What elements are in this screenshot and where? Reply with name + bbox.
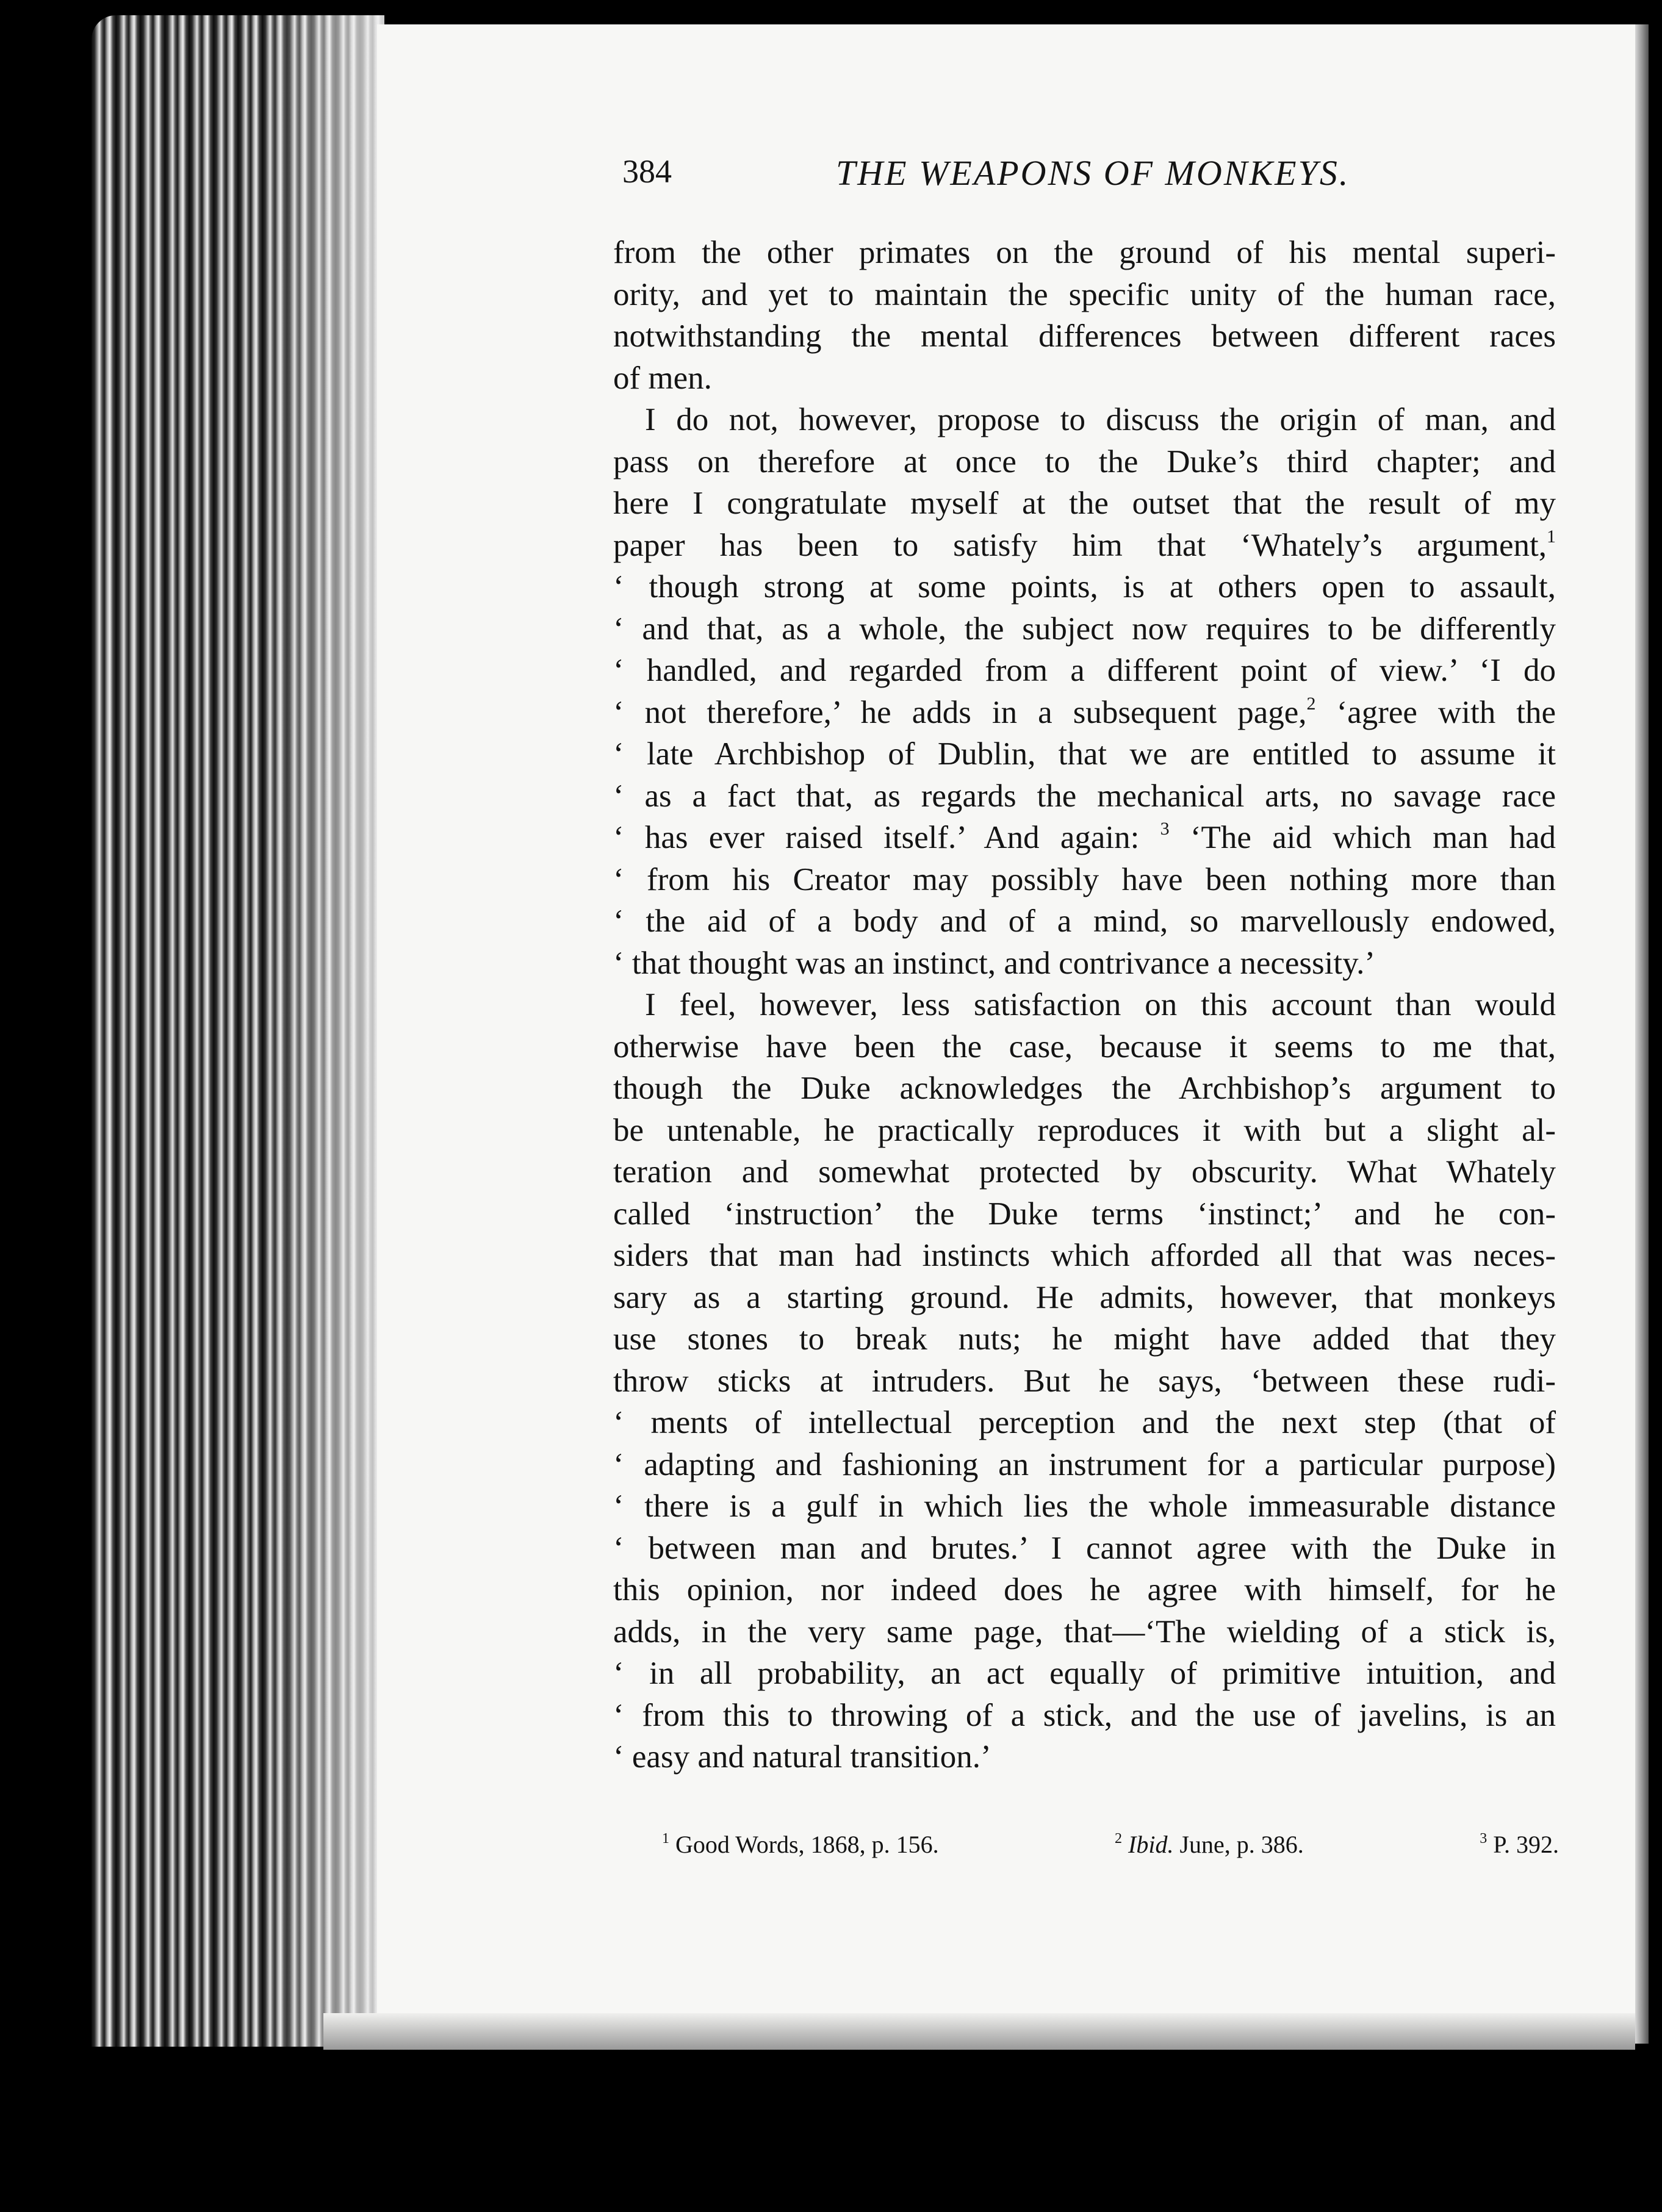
text-line: notwithstanding the mental differences between different races [613, 318, 1556, 354]
text-line: ‘ easy and natural transition.’ [613, 1739, 991, 1775]
footnote-2-ibid: Ibid. [1128, 1831, 1174, 1858]
page-bottom-edge [323, 2013, 1635, 2050]
text-line [613, 692, 1556, 734]
text-line: ‘ from his Creator may possibly have been nothing more than [613, 861, 1556, 897]
text-line: adds, in the very same page, that—‘The wielding of a stick is, [613, 1614, 1556, 1650]
text-line: ‘ that thought was an instinct, and contrivance a necessity.’ [613, 945, 1376, 981]
footnote-3-mark: 3 [1480, 1831, 1488, 1847]
text-line: sary as a starting ground. He admits, however, that monkeys [613, 1279, 1556, 1315]
text-line: ‘ late Archbishop of Dublin, that we are entitled to assume it [613, 736, 1556, 772]
text-line: ority, and yet to maintain the specific unity of the human race, [613, 276, 1556, 312]
footnote-marker-2: 2 [1306, 693, 1316, 714]
page-number: 384 [622, 153, 672, 190]
text-line: I feel, however, less satisfaction on this account than would [645, 987, 1556, 1022]
footnote-marker-1: 1 [1547, 526, 1556, 547]
text-line: pass on therefore at once to the Duke’s third chapter; and [613, 443, 1556, 479]
text-line: I do not, however, propose to discuss the origin of man, and [645, 402, 1556, 437]
footnotes [662, 1830, 1559, 1859]
text-line: use stones to break nuts; he might have added that they [613, 1321, 1556, 1357]
page-right-edge [1635, 24, 1649, 2044]
text-line: ‘ there is a gulf in which lies the whole immeasurable distance [613, 1488, 1556, 1524]
text-line: ‘ as a fact that, as regards the mechanical arts, no savage race [613, 778, 1556, 814]
footnote-2 [1115, 1830, 1304, 1859]
text-span: ‘ not therefore,’ he adds in a subsequent page, [613, 694, 1307, 730]
footnote-2-mark: 2 [1115, 1831, 1123, 1847]
footnote-1 [662, 1830, 939, 1859]
running-header [622, 153, 1556, 207]
page-edge-shading [262, 15, 384, 2047]
text-span: paper has been to satisfy him that ‘Whately’s argument, [613, 527, 1547, 563]
body-text [613, 232, 1556, 1778]
running-title: THE WEAPONS OF MONKEYS. [836, 153, 1350, 193]
footnote-marker-3: 3 [1160, 819, 1170, 839]
text-line: ‘ ments of intellectual perception and the next step (that of [613, 1405, 1556, 1440]
text-line: ‘ the aid of a body and of a mind, so marvellously endowed, [613, 903, 1556, 939]
text-line: ‘ and that, as a whole, the subject now requires to be differently [613, 611, 1556, 647]
text-line: siders that man had instincts which afforded all that was neces- [613, 1238, 1556, 1273]
text-line: throw sticks at intruders. But he says, ‘between these rudi- [613, 1363, 1556, 1399]
text-line: be untenable, he practically reproduces it with but a slight al- [613, 1112, 1556, 1148]
footnote-2-text: June, p. 386. [1173, 1831, 1304, 1858]
text-line: here I congratulate myself at the outset that the result of my [613, 486, 1556, 521]
text-line: ‘ though strong at some points, is at others open to assault, [613, 569, 1556, 605]
text-line: though the Duke acknowledges the Archbishop’s argument to [613, 1071, 1556, 1106]
text-line: ‘ between man and brutes.’ I cannot agree with the Duke in [613, 1530, 1556, 1566]
text-line [613, 525, 1556, 567]
text-line [613, 817, 1556, 859]
text-line: from the other primates on the ground of his mental superi- [613, 235, 1556, 270]
footnote-1-mark: 1 [662, 1831, 669, 1847]
text-line: this opinion, nor indeed does he agree with himself, for he [613, 1572, 1556, 1607]
text-span: ‘ has ever raised itself.’ And again: [613, 820, 1140, 855]
footnote-3-text: P. 392. [1493, 1831, 1559, 1858]
text-line: ‘ adapting and fashioning an instrument for a particular purpose) [613, 1446, 1556, 1482]
text-line: teration and somewhat protected by obscurity. What Whately [613, 1154, 1556, 1190]
footnote-1-text: Good Words, 1868, p. 156. [675, 1831, 939, 1858]
text-line: ‘ handled, and regarded from a different point of view.’ ‘I do [613, 653, 1556, 688]
footnote-3 [1480, 1830, 1559, 1859]
text-line: otherwise have been the case, because it seems to me that, [613, 1029, 1556, 1065]
text-span: ‘The aid which man had [1169, 820, 1556, 855]
text-line: called ‘instruction’ the Duke terms ‘instinct;’ and he con- [613, 1196, 1556, 1232]
text-span: ‘agree with the [1315, 694, 1556, 730]
text-line: ‘ from this to throwing of a stick, and the use of javelins, is an [613, 1697, 1556, 1733]
text-line: of men. [613, 360, 712, 396]
text-line: ‘ in all probability, an act equally of primitive intuition, and [613, 1656, 1556, 1691]
